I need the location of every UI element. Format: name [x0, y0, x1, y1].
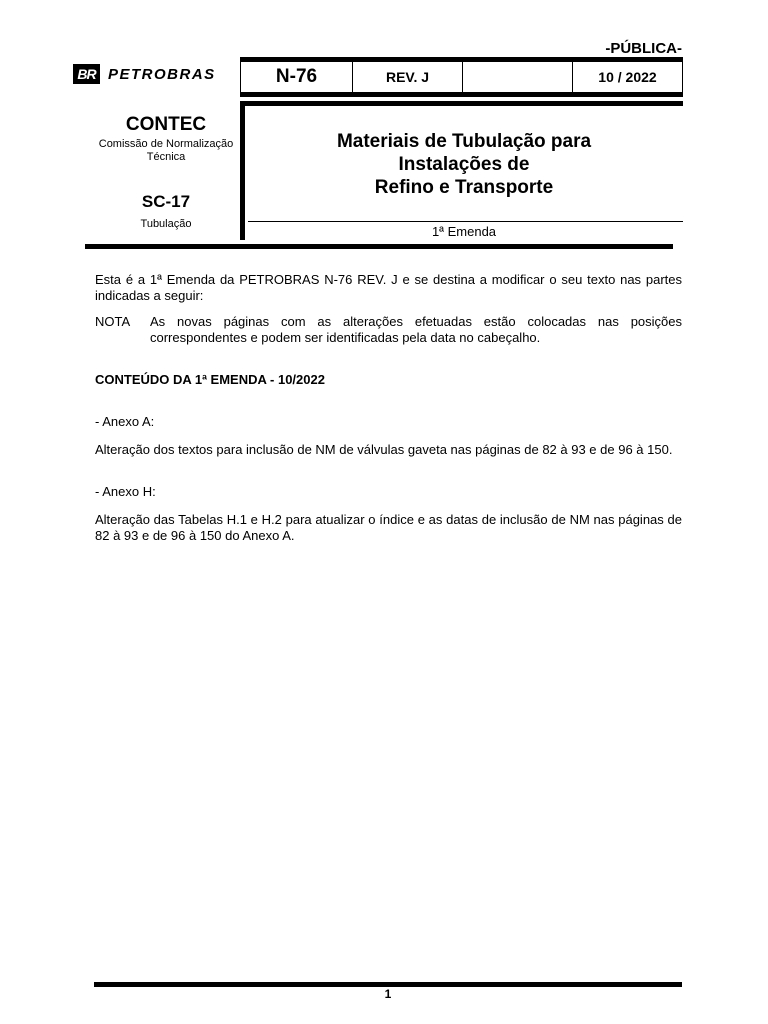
blank-cell [463, 62, 573, 92]
annex-h-text: Alteração das Tabelas H.1 e H.2 para atualizar o índice e as datas de inclusão de NM nas páginas de 82 à 93 e de 96 à 150 do Anexo A. [95, 512, 682, 543]
company-name: PETROBRAS [108, 65, 216, 83]
subcommittee-code: SC-17 [141, 192, 191, 211]
note-label: NOTA [95, 314, 131, 329]
header-closing-rule [85, 244, 673, 249]
header-bottom-rule [240, 92, 683, 97]
note-text: As novas páginas com as alterações efetuadas estão colocadas nas posições correspondentes e podem ser identificadas pela data no cabeçalho. [150, 314, 682, 345]
revision-date: 10 / 2022 [598, 69, 657, 85]
subcommittee-name: Tubulação [140, 218, 192, 230]
standard-number: N-76 [241, 62, 353, 92]
committee-description: Comissão de Normalização Técnica [98, 138, 234, 163]
title-divider [248, 221, 683, 222]
title-line-1: Materiais de Tubulação para [336, 131, 592, 152]
classification-label: -PÚBLICA- [605, 40, 682, 57]
title-line-2: Instalações de [398, 154, 530, 175]
br-logo-mark: BR [73, 64, 100, 84]
petrobras-logo [73, 64, 216, 84]
title-line-3: Refino e Transporte [374, 177, 554, 198]
annex-a-text: Alteração dos textos para inclusão de NM de válvulas gaveta nas páginas de 82 à 93 e de 96 à 150. [95, 442, 673, 457]
annex-h-label: - Anexo H: [95, 484, 156, 499]
revision: REV. J [353, 62, 463, 92]
annex-a-label: - Anexo A: [95, 414, 155, 429]
committee-name: CONTEC [125, 114, 207, 135]
header-second-rule [240, 101, 683, 106]
header-info-row [240, 62, 683, 92]
page-number: 1 [384, 987, 392, 1001]
section-heading: CONTEÚDO DA 1ª EMENDA - 10/2022 [95, 372, 325, 387]
amendment-label: 1ª Emenda [431, 224, 497, 239]
document-title [245, 130, 683, 199]
intro-paragraph: Esta é a 1ª Emenda da PETROBRAS N-76 REV. J e se destina a modificar o seu texto nas partes indicadas a seguir: [95, 272, 682, 303]
